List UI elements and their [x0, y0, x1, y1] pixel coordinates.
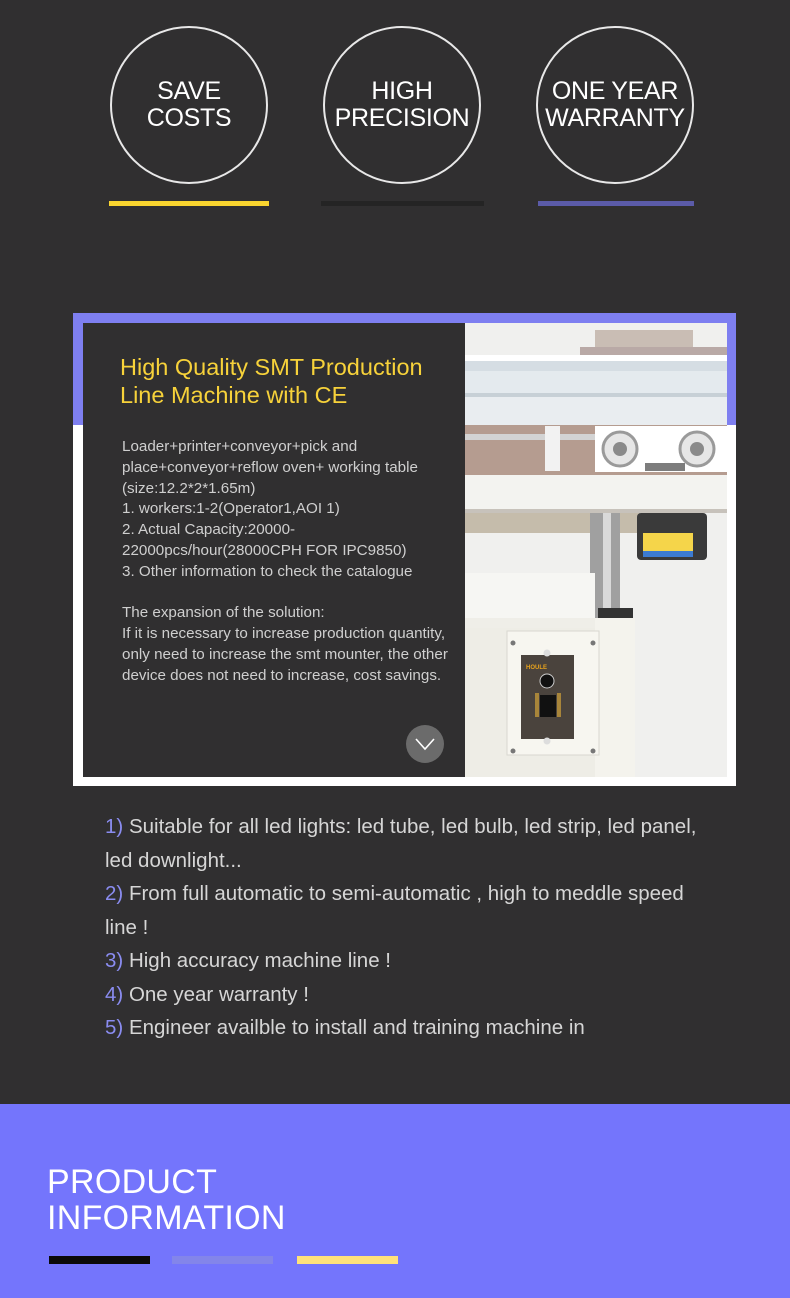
decor-line-yellow [297, 1256, 398, 1264]
card-spec-1: 1. workers:1-2(Operator1,AOI 1) [122, 500, 340, 518]
decor-line-purple [172, 1256, 273, 1264]
list-text: From full automatic to semi-automatic , high to meddle speed line ! [105, 882, 684, 939]
feature-underline-dark [321, 201, 484, 206]
feature-underline-yellow [109, 201, 269, 206]
decor-line-black [49, 1256, 150, 1264]
section-title [47, 1164, 286, 1236]
feature-underline-purple [538, 201, 694, 206]
feature-line1: SAVE [157, 77, 221, 105]
feature-save-costs [110, 26, 268, 184]
card-expansion-text: If it is necessary to increase production quantity, only need to increase the smt mounter, the other device does not need to increase, cost savings. [122, 625, 448, 684]
section-title-line2: INFORMATION [47, 1199, 286, 1237]
card-title: High Quality SMT Production Line Machine with CE [120, 354, 423, 408]
feature-list [105, 810, 705, 1045]
product-information-section [0, 1104, 790, 1298]
list-number: 2) [105, 882, 124, 905]
list-text: Engineer availble to install and training machine in [128, 1016, 585, 1039]
list-item [105, 1011, 705, 1045]
feature-line2: COSTS [146, 104, 232, 132]
card-body [122, 437, 452, 687]
list-text: One year warranty ! [128, 982, 309, 1006]
card-expansion-heading: The expansion of the solution: [122, 604, 325, 622]
feature-line1: ONE YEAR [551, 77, 679, 105]
expand-button[interactable] [406, 725, 444, 763]
list-number: 4) [105, 982, 124, 1006]
card-description: Loader+printer+conveyor+pick and place+conveyor+reflow oven+ working table (size:12.2*2*1.65m) [122, 438, 418, 497]
product-image [465, 323, 727, 777]
list-number: 1) [105, 815, 124, 838]
card-text-panel [83, 323, 465, 777]
section-title-line1: PRODUCT [47, 1163, 218, 1201]
list-number: 3) [105, 949, 124, 972]
list-text: Suitable for all led lights: led tube, led bulb, led strip, led panel, led downlight... [105, 815, 697, 872]
feature-line2: PRECISION [334, 104, 470, 132]
list-item [105, 944, 705, 978]
product-card [73, 313, 736, 786]
feature-line2: WARRANTY [545, 104, 685, 132]
machine-illustration [465, 323, 727, 777]
feature-line1: HIGH [371, 77, 433, 105]
list-item [105, 877, 705, 944]
feature-one-year-warranty [536, 26, 694, 184]
feature-high-precision [323, 26, 481, 184]
list-item [105, 978, 705, 1012]
list-number: 5) [105, 1016, 124, 1039]
card-spec-2: 2. Actual Capacity:20000-22000pcs/hour(28000CPH FOR IPC9850) [122, 521, 407, 559]
list-item [105, 810, 705, 877]
chevron-down-icon [414, 737, 436, 751]
list-text: High accuracy machine line ! [128, 949, 392, 972]
card-spec-3: 3. Other information to check the catalogue [122, 562, 413, 580]
svg-text:HOULE: HOULE [526, 665, 547, 671]
